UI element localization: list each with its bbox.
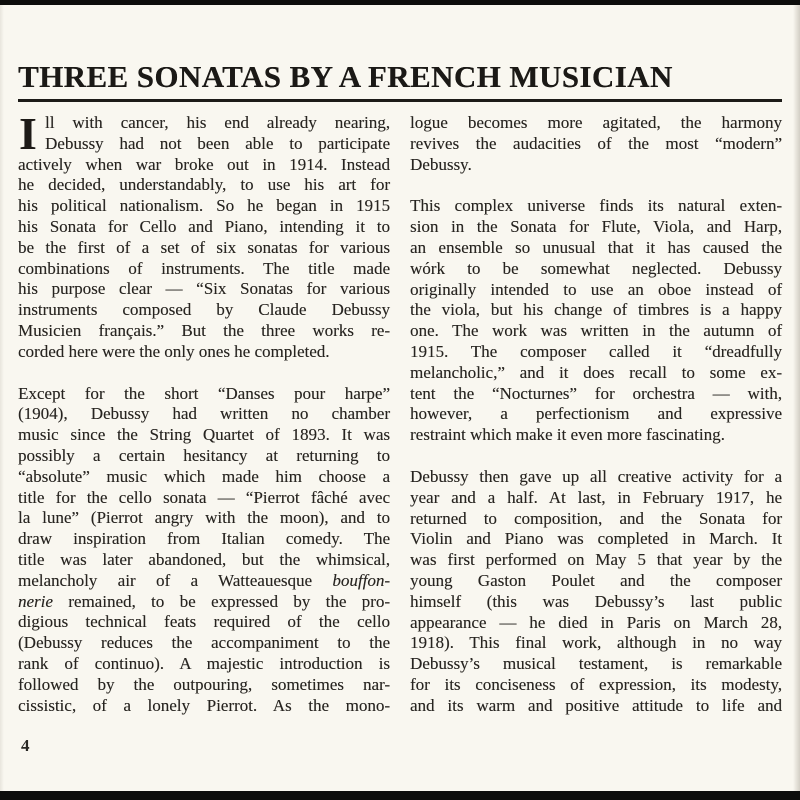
italic-segment: nerie <box>18 591 53 611</box>
paragraph-logue-becomes <box>410 113 782 175</box>
paragraph-lines <box>410 196 782 446</box>
text-line: he decided, understandably, to use his art for <box>18 175 390 195</box>
paragraph-except-for-the-short <box>18 384 390 717</box>
text-line: for its conciseness of expression, its modesty, <box>410 674 782 694</box>
paragraph-lines <box>410 467 782 717</box>
text-line: was first performed on May 5 that year by the <box>410 550 782 570</box>
text-line: rank of continuo). A majestic introduction is <box>18 653 390 673</box>
text-line: combinations of instruments. The title made <box>18 258 390 278</box>
italic-segment: bouffon- <box>332 570 390 590</box>
text-line: his Sonata for Cello and Piano, intending it to <box>18 216 390 236</box>
text-line: title for the cello sonata — “Pierrot fâché avec <box>18 487 390 507</box>
text-line: Debussy. <box>410 154 472 174</box>
text-line: originally intended to use an oboe instead of <box>410 279 782 299</box>
text-line: “absolute” music which made him choose a <box>18 466 390 486</box>
scan-edge-bottom <box>0 791 800 800</box>
paragraph-lines <box>18 612 390 716</box>
text-line: melancholic,” and it does recall to some ex- <box>410 362 782 382</box>
text-line: appearance — he died in Paris on March 28, <box>410 612 782 632</box>
text-line: instruments composed by Claude Debussy <box>18 300 390 320</box>
text-line: Debussy’s musical testament, is remarkable <box>410 654 782 674</box>
text-line: actively when war broke out in 1914. Instead <box>18 154 390 174</box>
text-line: (1904), Debussy had written no chamber <box>18 404 390 424</box>
text-line: revives the audacities of the most “modern” <box>410 133 782 153</box>
two-column-text <box>18 108 782 738</box>
page-number: 4 <box>21 736 30 755</box>
text-line: cissistic, of a lonely Pierrot. As the mono- <box>18 695 390 715</box>
text-line: young Gaston Poulet and the composer <box>410 570 782 590</box>
text-line: music since the String Quartet of 1893. It was <box>18 425 390 445</box>
text-line: the viola, but his change of timbres is a happy <box>410 300 782 320</box>
title-rule <box>18 99 782 102</box>
text-line: Debussy then gave up all creative activity for a <box>410 466 782 486</box>
text-line: possibly a certain hesitancy at returning to <box>18 445 390 465</box>
text-line: Debussy had not been able to participate <box>45 133 390 153</box>
text-line: his purpose clear — “Six Sonatas for various <box>18 279 390 299</box>
line-segment: melancholy air of a Watteauesque <box>18 570 333 590</box>
text-line: be the first of a set of six sonatas for various <box>18 237 390 257</box>
text-line: draw inspiration from Italian comedy. The <box>18 529 390 549</box>
page-title: THREE SONATAS BY A FRENCH MUSICIAN <box>18 59 673 94</box>
text-line: followed by the outpouring, sometimes nar- <box>18 674 390 694</box>
paragraph-debussy-then-gave-up <box>410 467 782 717</box>
paragraph-lines <box>18 384 390 571</box>
text-line: himself (this was Debussy’s last public <box>410 591 782 611</box>
text-line: ll with cancer, his end already nearing, <box>45 113 390 132</box>
paragraph-lines <box>18 108 390 363</box>
paragraph-this-complex-universe <box>410 196 782 446</box>
text-line: 1915. The composer called it “dreadfully <box>410 341 782 361</box>
text-line: Violin and Piano was completed in March. It <box>410 529 782 549</box>
drop-cap: I <box>19 108 37 159</box>
paragraph-lines <box>410 113 782 175</box>
text-line: tent the “Nocturnes” for orchestra — with, <box>410 383 782 403</box>
right-column <box>410 113 782 738</box>
paragraph-ill-with-cancer <box>18 108 390 363</box>
text-line: sion in the Sonata for Flute, Viola, and Harp, <box>410 217 782 237</box>
text-line: restraint which make it even more fascinating. <box>410 425 725 445</box>
text-line: an ensemble so unusual that it has caused the <box>410 237 782 257</box>
text-line: Except for the short “Danses pour harpe” <box>18 383 390 403</box>
left-column <box>18 108 390 738</box>
text-line: logue becomes more agitated, the harmony <box>410 113 782 132</box>
text-line: wórk to be somewhat neglected. Debussy <box>410 258 782 278</box>
text-line: returned to composition, and the Sonata for <box>410 508 782 528</box>
text-line: la lune” (Pierrot angry with the moon), and to <box>18 508 390 528</box>
text-line: Musicien français.” But the three works re- <box>18 320 390 340</box>
text-line-nerie <box>18 592 390 613</box>
text-line: one. The work was written in the autumn of <box>410 321 782 341</box>
text-line: and its warm and positive attitude to life and <box>410 695 782 715</box>
text-line: corded here were the only ones he completed. <box>18 341 330 361</box>
scan-edge-left <box>0 5 4 791</box>
text-line: (Debussy reduces the accompaniment to the <box>18 633 390 653</box>
text-line: his political nationalism. So he began in 1915 <box>18 196 390 216</box>
page-header <box>18 0 782 102</box>
line-segment: remained, to be expressed by the pro- <box>52 591 390 611</box>
text-line: year and a half. At last, in February 1917, he <box>410 487 782 507</box>
scan-edge-top <box>0 0 800 5</box>
text-line: digious technical feats required of the cello <box>18 612 390 632</box>
text-line: however, a perfectionism and expressive <box>410 404 782 424</box>
text-line-bouffon <box>18 571 390 592</box>
text-line: This complex universe finds its natural exten- <box>410 196 782 216</box>
scan-edge-right <box>793 5 800 791</box>
text-line: 1918). This final work, although in no way <box>410 633 782 653</box>
text-line: title was later abandoned, but the whimsical, <box>18 549 390 569</box>
